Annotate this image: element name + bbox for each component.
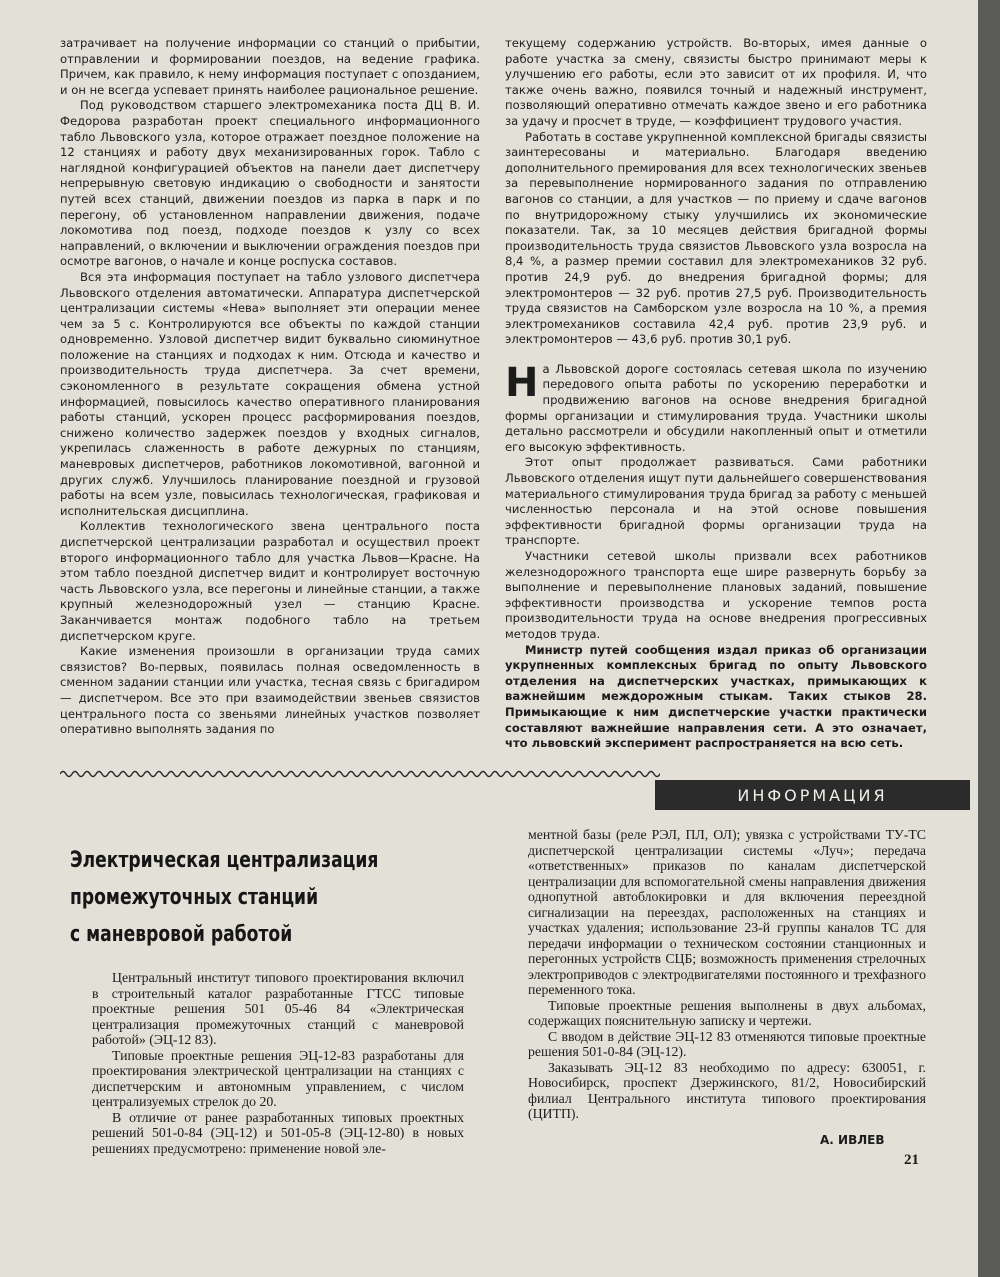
school-paragraph — [505, 359, 927, 456]
paragraph: Вся эта информация поступает на табло узлового диспетчера Львовского отделения автоматически. Аппаратура диспетчерской централизации системы «Нева» выполняет эти операции менее чем за 5 с. Контролируются все объекты по каждой станции одновременно. Узловой диспетчер видит буквально сиюминутное положение на станциях и подходах к ним. Отсюда и качество и производительность труда диспетчера. За счет времени, сэкономленного в результате сокращения обмена устной информацией, повысилось качество оперативного планирования работы станций, ускорен процесс расформирования поездов, снижено количество задержек поездов у входных сигналов, укрепилась слаженность в работе дежурных по станциям, маневровых диспетчеров, работников локомотивной, вагонной и других служб. Улучшилось планирование поездной и грузовой работы на всем узле, повысилась технологическая, графиковая и исполнительская дисциплина. — [60, 269, 480, 518]
section-banner: ИНФОРМАЦИЯ — [655, 780, 970, 810]
headline-line: Электрическая централизация — [70, 848, 379, 873]
headline-line: с маневровой работой — [70, 922, 293, 947]
paragraph: Участники сетевой школы призвали всех работников железнодорожного транспорта еще шире развернуть борьбу за выполнение и перевыполнение плановых заданий, повышение эффективности производства и ускорение темпов роста производительности труда на основе внедрения прогрессивных методов труда. — [505, 549, 927, 641]
paragraph: Типовые проектные решения ЭЦ-12-83 разработаны для проектирования электрической централизации на станциях с диспетчерским и автономным управлением, с числом централизуемых стрелок до 20. — [92, 1047, 464, 1109]
info-column-left — [92, 970, 464, 1156]
info-column-right — [528, 827, 926, 1122]
paragraph: ментной базы (реле РЭЛ, ПЛ, ОЛ); увязка с устройствами ТУ-ТС диспетчерской централизации системы «Луч»; передача «ответственных» приказов по каналам диспетчерской централизации для вспомогательной смены направления движения однопутной автоблокировки и для включения переездной сигнализации на переездах, расположенных на станциях и участках удаления; использование 23-й группы каналов ТС для передачи информации о техническом состоянии станционных и перегонных устройств СЦБ; возможность применения стрелочных электроприводов с электродвигателями постоянного и трехфазного переменного тока. — [528, 827, 926, 997]
paragraph: Заказывать ЭЦ-12 83 необходимо по адресу: 630051, г. Новосибирск, проспект Дзержинского, 81/2, Новосибирский филиал Центрального института типового проектирования (ЦИТП). — [528, 1059, 926, 1121]
paragraph: Типовые проектные решения выполнены в двух альбомах, содержащих пояснительную записку и чертежи. — [528, 997, 926, 1028]
paragraph: Какие изменения произошли в организации труда самих связистов? Во-первых, появилась полная осведомленность в сменном задании станции или участка, тесная связь с бригадиром — диспетчером. Все это при взаимодействии звеньев связистов центрального поста со звеньями линейных участков позволяет оперативно выполнять задания по — [60, 644, 480, 737]
scan-edge — [978, 0, 1000, 1277]
article-column-left — [60, 36, 480, 738]
article-column-right — [505, 36, 927, 752]
school-text: а Львовской дороге состоялась сетевая школа по изучению передового опыта работы по ускорению переработки и продвижению вагонов на основе внедрения бригадной формы организации и стимулирования труда. Участники школы детально рассмотрели и обсудили накопленный опыт и отметили его высокую эффективность. — [505, 361, 927, 454]
bold-paragraph: Министр путей сообщения издал приказ об организации укрупненных комплексных бригад по опыту Львовского отделения на диспетчерских участках, примыкающих к важнейшим междорожным стыкам. Таких стыков 28. Примыкающие к ним диспетчерские участки практически составляют важнейшие направления сети. А это означает, что львовский эксперимент распространяется на всю сеть. — [505, 642, 927, 751]
paragraph: затрачивает на получение информации со станций о прибытии, отправлении и формировании поездов, на ведение графика. Причем, как правило, к нему информация поступает с опозданием, и он не всегда успевает принять наиболее рациональное решение. — [60, 36, 480, 97]
paragraph: Коллектив технологического звена центрального поста диспетчерской централизации разработал и осуществил проект второго информационного табло для участка Львов—Красне. На этом табло поездной диспетчер видит и контролирует восточную часть Львовского узла, все перегоны и линейные станции, а также крупный железнодорожный узел — станцию Красне. Заканчивается монтаж подобного табло на третьем диспетчерском круге. — [60, 519, 480, 643]
drop-cap: Н — [505, 359, 539, 406]
paragraph: Работать в составе укрупненной комплексной бригады связисты заинтересованы и материально. Благодаря введению дополнительного премирования для всех технологических звеньев за перевыполнение нормированного задания по отправлению вагонов со станции, а для участков — по приему и сдаче вагонов по внутридорожному стыку улучшились их экономические показатели. Так, за 10 месяцев действия бригадной формы производительность труда связистов Львовского узла возросла на 8,4 %, а размер премии составил для электромехаников 32 руб. против 24,9 руб. до внедрения бригадной формы; для электромонтеров — 32 руб. против 27,5 руб. Производительность труда связистов на Самборском узле возросла на 10 %, а премия электромехаников составила 42,4 руб. против 23,9 руб. и электромонтеров — 43,6 руб. против 30,1 руб. — [505, 129, 927, 347]
headline-line: промежуточных станций — [70, 885, 319, 910]
info-headline — [70, 842, 379, 953]
paragraph: Под руководством старшего электромеханика поста ДЦ В. И. Федорова разработан проект специального информационного табло Львовского узла, которое отражает поездное положение на 12 станциях и работу двух механизированных горок. Табло с наглядной конфигурацией объектов на панели дает диспетчеру непрерывную световую индикацию о свободности и занятости путей всех станций, движении поездов из парка в парк и по перегону, об установленном направлении движения, подаче локомотива под поезд, подходе поездов к узлу со всех направлений, о включении и выключении ограждения поездов при осмотре вагонов, о начале и конце роспуска составов. — [60, 98, 480, 269]
paragraph: В отличие от ранее разработанных типовых проектных решений 501-0-84 (ЭЦ-12) и 501-05-8 (ЭЦ-12-80) в новых решениях предусмотрено: применение новой эле- — [92, 1109, 464, 1156]
wavy-divider — [60, 768, 660, 780]
paragraph: текущему содержанию устройств. Во-вторых, имея данные о работе участка за смену, связисты быстро принимают меры к улучшению его работы, если это зависит от их профиля. И, что также очень важно, появился точный и надежный инструмент, позволяющий оперативно отмечать каждое звено и его работника за удачу и просчет в труде, — коэффициент трудового участия. — [505, 36, 927, 128]
paragraph: Центральный институт типового проектирования включил в строительный каталог разработанные ГТСС типовые проектные решения 501 05-46 84 «Электрическая централизация промежуточных станций с маневровой работой» (ЭЦ-12 83). — [92, 970, 464, 1047]
paragraph: С вводом в действие ЭЦ-12 83 отменяются типовые проектные решения 501-0-84 (ЭЦ-12). — [528, 1028, 926, 1059]
author-signature: А. ИВЛЕВ — [820, 1133, 885, 1147]
paragraph: Этот опыт продолжает развиваться. Сами работники Львовского отделения ищут пути дальнейшего совершенствования материального стимулирования труда бригад за работу с меньшей численностью персонала и на этой основе повышения эффективности бригадной формы организации труда на транспорте. — [505, 455, 927, 548]
page-number: 21 — [904, 1152, 919, 1168]
